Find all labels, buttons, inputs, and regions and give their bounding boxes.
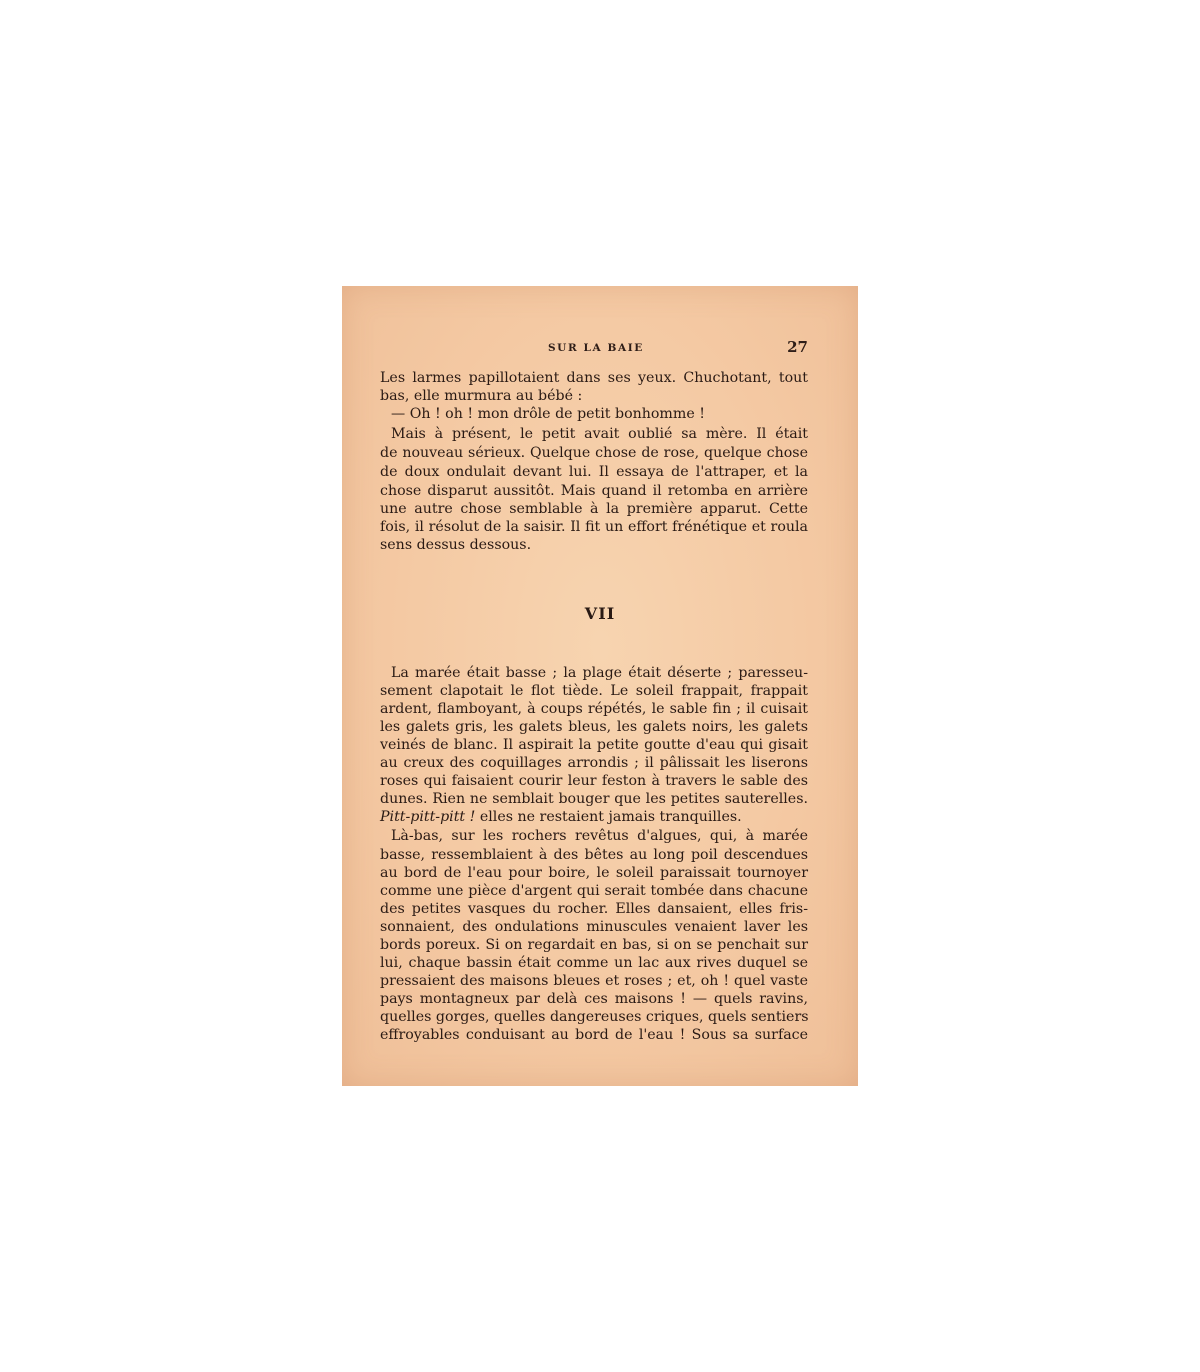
- text-line: roses qui faisaient courir leur feston à travers le sable des: [380, 773, 808, 789]
- text-line: une autre chose semblable à la première apparut. Cette: [380, 501, 808, 517]
- text-line: bas, elle murmura au bébé :: [380, 388, 583, 404]
- text-line: des petites vasques du rocher. Elles dansaient, elles fris-: [380, 901, 808, 917]
- text-line: sens dessus dessous.: [380, 537, 532, 553]
- text-line-mixed: [380, 808, 808, 826]
- text-line: au creux des coquillages arrondis ; il pâlissait les liserons: [380, 755, 808, 771]
- text-line: chose disparut aussitôt. Mais quand il retomba en arrière: [380, 483, 808, 499]
- page-number: 27: [787, 338, 808, 356]
- text-line: pressaient des maisons bleues et roses ; et, oh ! quel vaste: [380, 973, 808, 989]
- text-line: effroyables conduisant au bord de l'eau ! Sous sa surface: [380, 1027, 808, 1043]
- text-line: fois, il résolut de la saisir. Il fit un effort frénétique et roula: [380, 519, 808, 535]
- text-line: Les larmes papillotaient dans ses yeux. Chuchotant, tout: [380, 370, 808, 386]
- text-line: quelles gorges, quelles dangereuses criques, quels sentiers: [380, 1009, 809, 1025]
- italic-onomatopoeia: Pitt-pitt-pitt !: [380, 809, 476, 825]
- text-line: sement clapotait le flot tiède. Le soleil frappait, frappait: [380, 683, 808, 699]
- text-line: de doux ondulait devant lui. Il essaya de l'attraper, et la: [380, 464, 808, 480]
- text-line: comme une pièce d'argent qui serait tombée dans chacune: [380, 883, 808, 899]
- text-line: basse, ressemblaient à des bêtes au long poil descendues: [380, 847, 808, 863]
- running-head: SUR LA BAIE: [548, 342, 644, 354]
- text-line: de nouveau sérieux. Quelque chose de rose, quelque chose: [380, 445, 808, 461]
- text-line: — Oh ! oh ! mon drôle de petit bonhomme !: [391, 406, 705, 422]
- text-line: veinés de blanc. Il aspirait la petite goutte d'eau qui gisait: [380, 737, 808, 753]
- text-line: Mais à présent, le petit avait oublié sa mère. Il était: [391, 426, 808, 442]
- text-line: ardent, flamboyant, à coups répétés, le sable fin ; il cuisait: [380, 701, 808, 717]
- text-line: les galets gris, les galets bleus, les galets noirs, les galets: [380, 719, 808, 735]
- text-line: pays montagneux par delà ces maisons ! — quels ravins,: [380, 991, 808, 1007]
- book-page: [342, 286, 858, 1086]
- text-line: au bord de l'eau pour boire, le soleil paraissait tournoyer: [380, 865, 808, 881]
- text-line: dunes. Rien ne semblait bouger que les petites sauterelles.: [380, 791, 808, 807]
- text-line: La marée était basse ; la plage était déserte ; paresseu-: [391, 665, 808, 681]
- chapter-heading: VII: [584, 604, 616, 623]
- text-fragment: elles ne restaient jamais tranquilles.: [475, 809, 742, 825]
- text-line: Là-bas, sur les rochers revêtus d'algues, qui, à marée: [391, 828, 808, 844]
- text-line: sonnaient, des ondulations minuscules venaient laver les: [380, 919, 808, 935]
- text-line: bords poreux. Si on regardait en bas, si on se penchait sur: [380, 937, 808, 953]
- text-line: lui, chaque bassin était comme un lac aux rives duquel se: [380, 955, 808, 971]
